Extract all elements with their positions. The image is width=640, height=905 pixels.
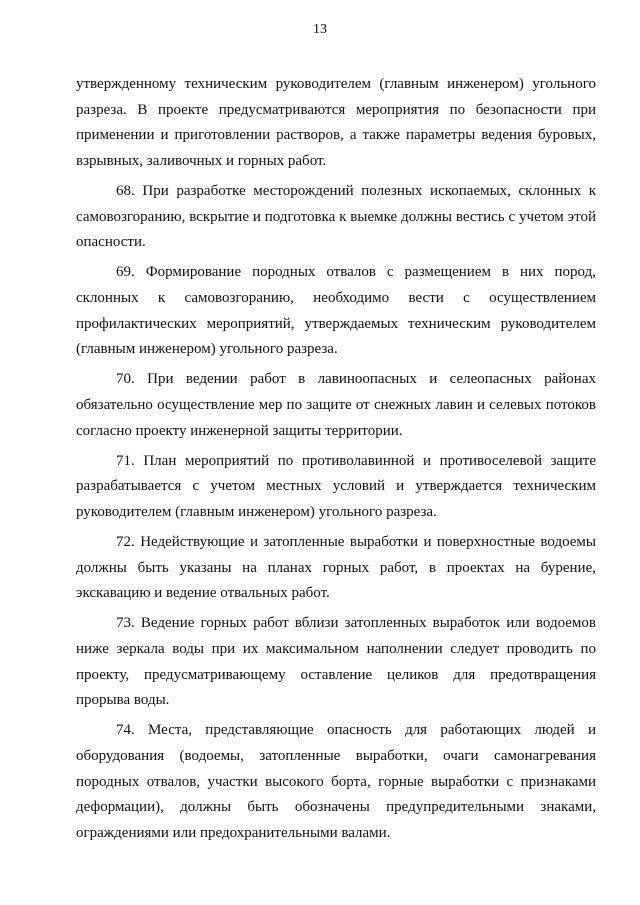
paragraph-72: 72. Недействующие и затопленные выработки и поверхностные водоемы должны быть указаны на планах горных работ, в проектах на бурение, экскавацию и ведение отвальных работ. [76, 534, 596, 602]
paragraph-continuation: утвержденному техническим руководителем (главным инженером) угольного разреза. В проекте предусматриваются мероприятия по безопасности при применении и приготовлении растворов, а также параметры ведения буровых, взрывных, заливочных и горных работ. [76, 76, 596, 169]
paragraph-73: 73. Ведение горных работ вблизи затопленных выработок или водоемов ниже зеркала воды при их максимальном наполнении следует проводить по проекту, предусматривающему оставление целиков для предотвращения прорыва воды. [76, 615, 596, 709]
paragraph-68: 68. При разработке месторождений полезных ископаемых, склонных к самовозгоранию, вскрытие и подготовка к выемке должны вестись с учетом этой опасности. [76, 182, 596, 251]
paragraph-69: 69. Формирование породных отвалов с размещением в них пород, склонных к самовозгоранию, необходимо вести с осуществлением профилактических мероприятий, утверждаемых техническим руководителем (главным инженером) угольного разреза. [76, 264, 596, 358]
page-number: 13 [313, 22, 327, 37]
paragraph-71: 71. План мероприятий по противолавинной и противоселевой защите разрабатывается с учетом местных условий и утверждается техническим руководителем (главным инженером) угольного разреза. [76, 452, 596, 520]
paragraph-70: 70. При ведении работ в лавиноопасных и селеопасных районах обязательно осуществление мер по защите от снежных лавин и селевых потоков согласно проекту инженерной защиты территории. [76, 371, 596, 439]
paragraph-74: 74. Места, представляющие опасность для работающих людей и оборудования (водоемы, затопленные выработки, очаги самонагревания породных отвалов, участки высокого борта, горные выработки с признаками деформации), должны быть обозначены предупредительными знаками, ограждениями или предохранительными валами. [76, 722, 596, 841]
document-body [76, 72, 596, 851]
